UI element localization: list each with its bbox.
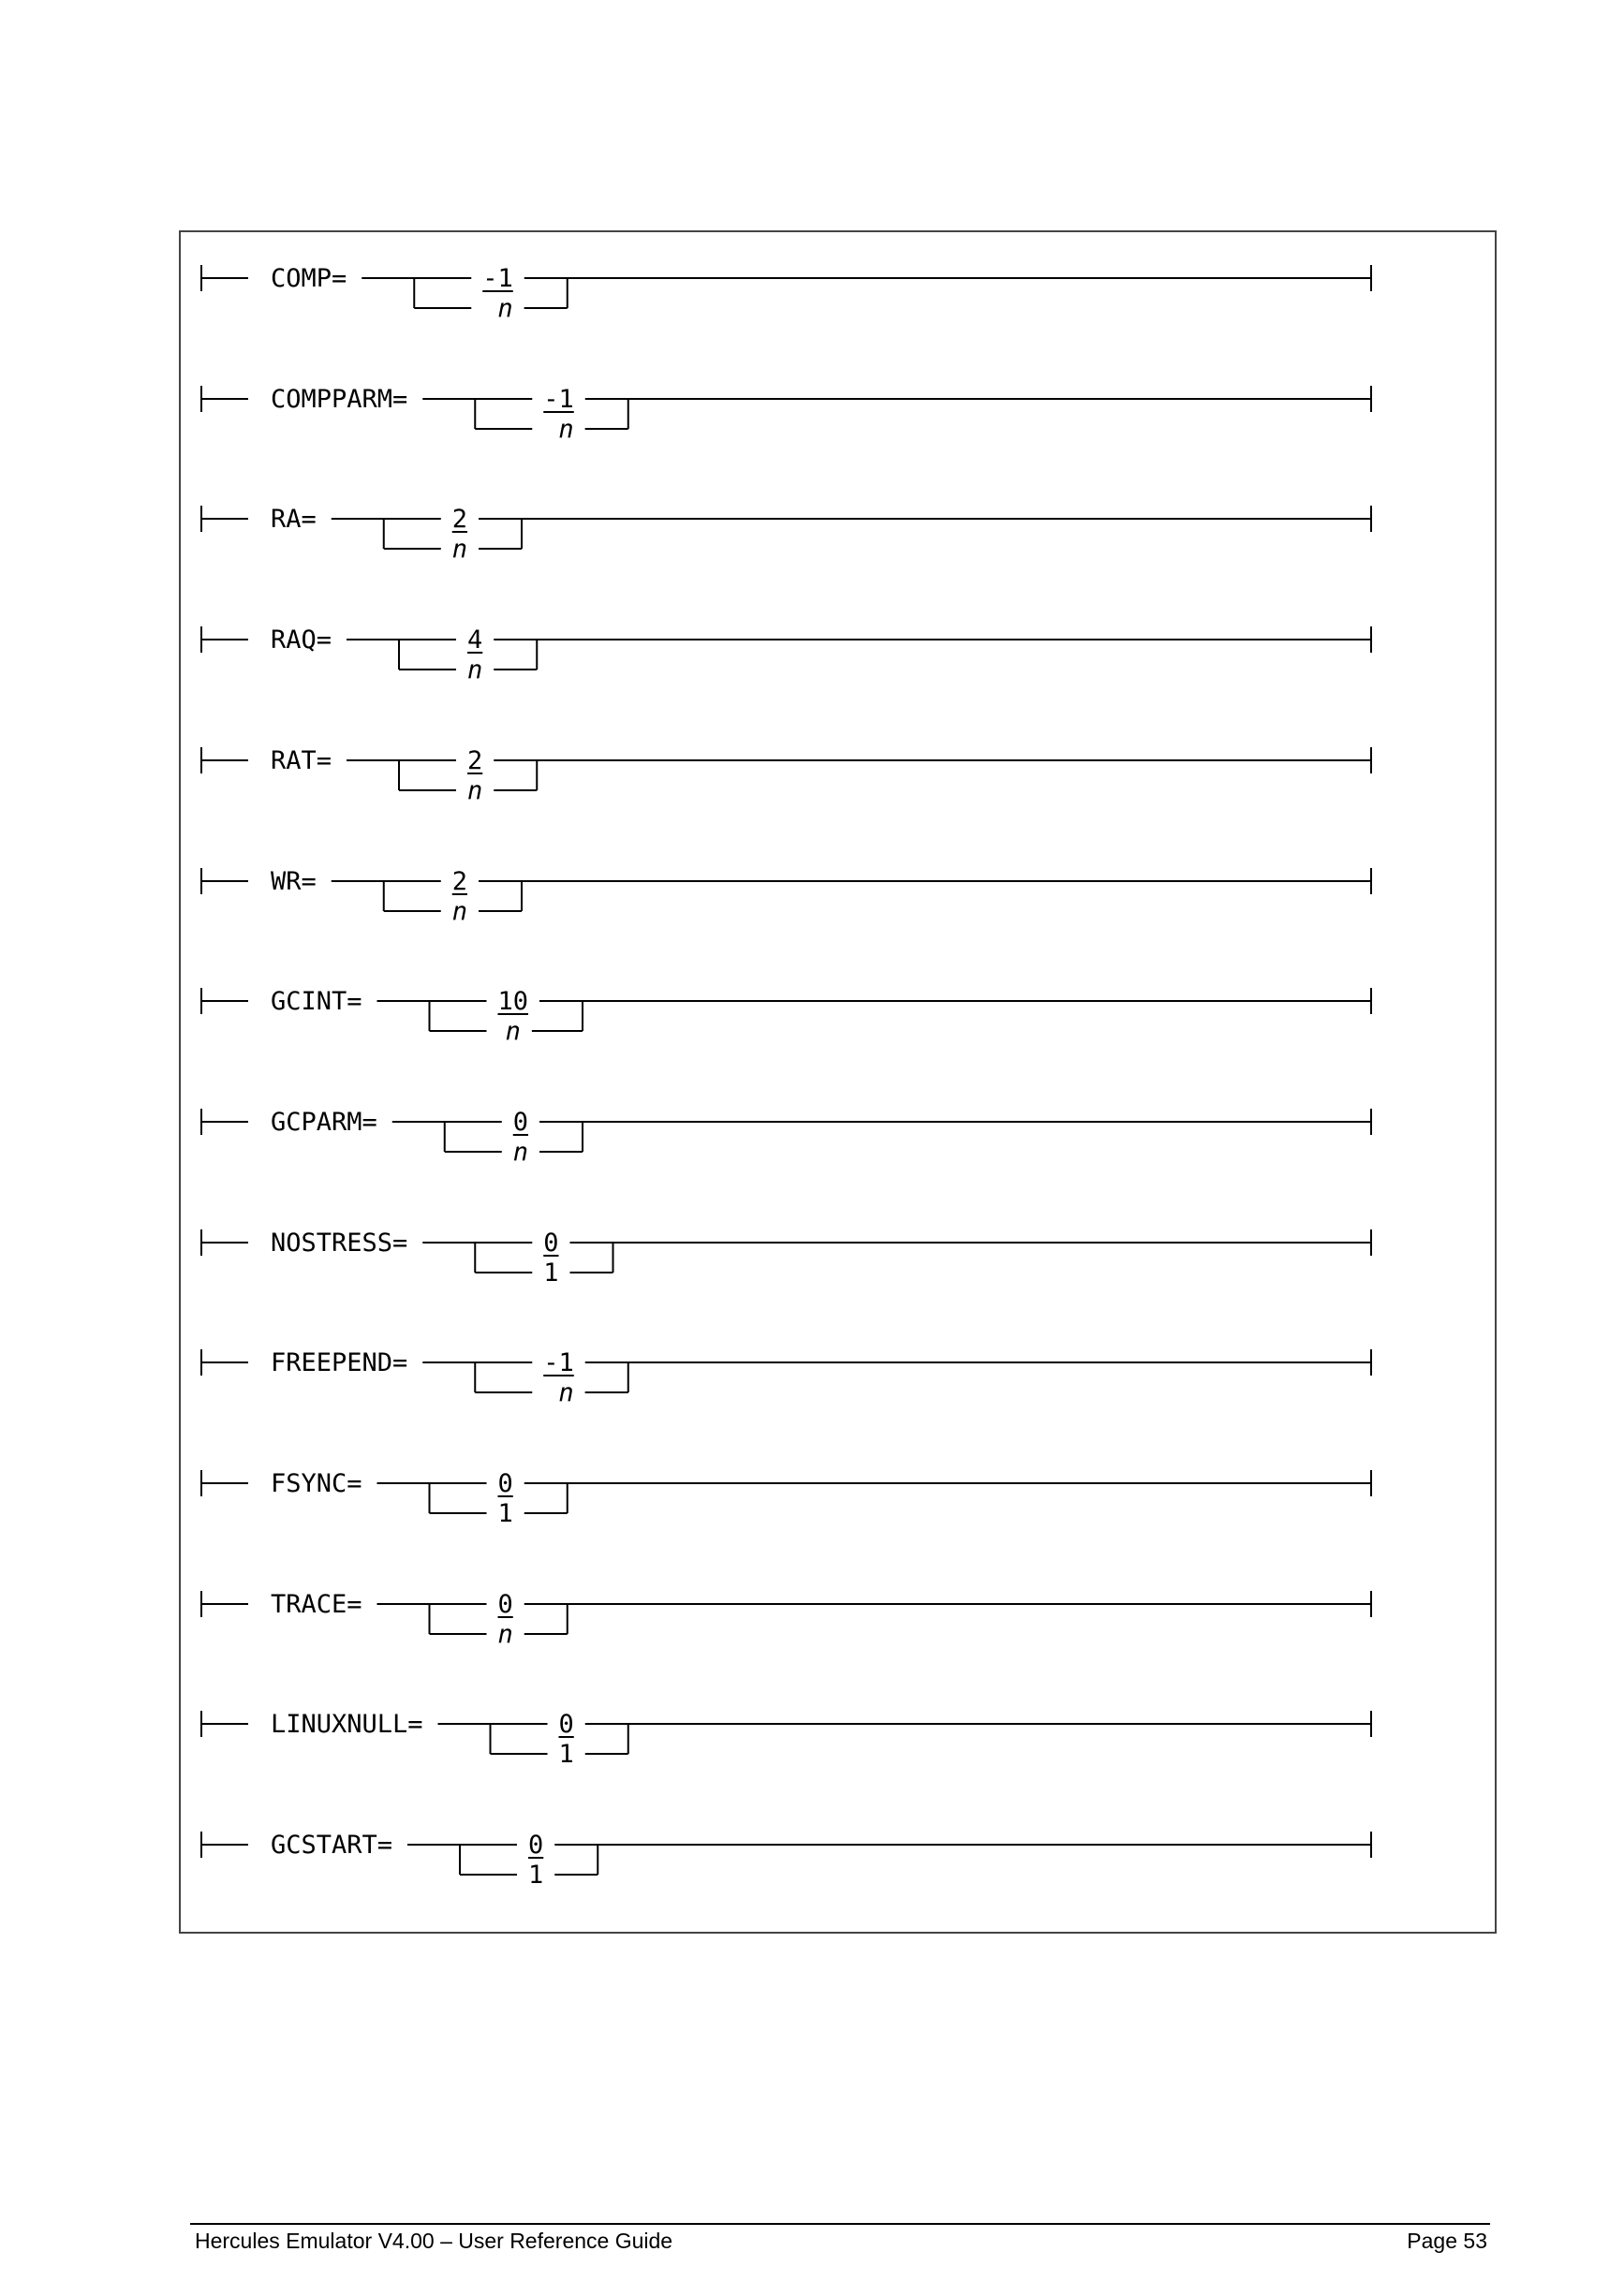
syntax-default-value: -1 — [543, 1348, 574, 1377]
syntax-default-value: 10 — [497, 987, 529, 1016]
syntax-row — [201, 626, 1371, 684]
syntax-alternative-value: 1 — [528, 1861, 544, 1890]
syntax-default-value: 2 — [467, 746, 483, 775]
syntax-alternative-value: n — [451, 897, 468, 926]
syntax-default-value: 2 — [451, 505, 468, 534]
syntax-alternative-value: n — [451, 535, 468, 564]
syntax-row — [201, 264, 1371, 323]
footer-rule — [190, 2223, 1490, 2225]
syntax-keyword: RAT= — [271, 746, 332, 775]
syntax-keyword: GCPARM= — [271, 1108, 377, 1137]
syntax-keyword: WR= — [271, 867, 317, 896]
syntax-default-value: 0 — [512, 1108, 529, 1137]
syntax-default-value: 0 — [497, 1469, 513, 1498]
syntax-keyword: COMPPARM= — [271, 385, 408, 414]
syntax-alternative-value: n — [505, 1017, 521, 1046]
syntax-row — [201, 385, 1371, 444]
syntax-keyword: RA= — [271, 505, 317, 534]
syntax-alternative-value: n — [497, 294, 513, 323]
syntax-row — [201, 1469, 1371, 1528]
syntax-row — [201, 1108, 1371, 1167]
syntax-default-value: 0 — [528, 1831, 544, 1860]
syntax-row — [201, 1348, 1371, 1407]
syntax-keyword: FSYNC= — [271, 1469, 362, 1498]
syntax-alternative-value: n — [467, 776, 483, 805]
syntax-row — [201, 505, 1371, 564]
syntax-alternative-value: n — [467, 655, 483, 684]
syntax-row — [201, 987, 1371, 1046]
syntax-row — [201, 1229, 1371, 1288]
syntax-keyword: TRACE= — [271, 1590, 362, 1619]
syntax-row — [201, 1590, 1371, 1649]
syntax-default-value: 0 — [497, 1590, 513, 1619]
syntax-keyword: NOSTRESS= — [271, 1229, 408, 1258]
syntax-keyword: FREEPEND= — [271, 1348, 408, 1377]
syntax-keyword: GCSTART= — [271, 1831, 393, 1860]
syntax-default-value: -1 — [482, 264, 513, 293]
syntax-default-value: 2 — [451, 867, 468, 896]
syntax-keyword: GCINT= — [271, 987, 362, 1016]
syntax-row — [201, 1710, 1371, 1769]
syntax-row — [201, 1831, 1371, 1890]
syntax-alternative-value: n — [497, 1620, 513, 1649]
syntax-alternative-value: 1 — [543, 1258, 559, 1288]
syntax-default-value: 4 — [467, 626, 483, 655]
syntax-alternative-value: n — [558, 415, 574, 444]
syntax-alternative-value: n — [512, 1138, 529, 1167]
syntax-keyword: COMP= — [271, 264, 347, 293]
syntax-keyword: RAQ= — [271, 626, 332, 655]
syntax-keyword: LINUXNULL= — [271, 1710, 423, 1739]
syntax-alternative-value: 1 — [558, 1740, 574, 1769]
syntax-row — [201, 867, 1371, 926]
syntax-alternative-value: n — [558, 1378, 574, 1407]
syntax-default-value: 0 — [558, 1710, 574, 1739]
syntax-row — [201, 746, 1371, 805]
syntax-default-value: -1 — [543, 385, 574, 414]
syntax-alternative-value: 1 — [497, 1499, 513, 1528]
footer-page-number: Page 53 — [1407, 2229, 1487, 2253]
syntax-default-value: 0 — [543, 1229, 559, 1258]
footer-title: Hercules Emulator V4.00 – User Reference Guide — [195, 2229, 673, 2253]
